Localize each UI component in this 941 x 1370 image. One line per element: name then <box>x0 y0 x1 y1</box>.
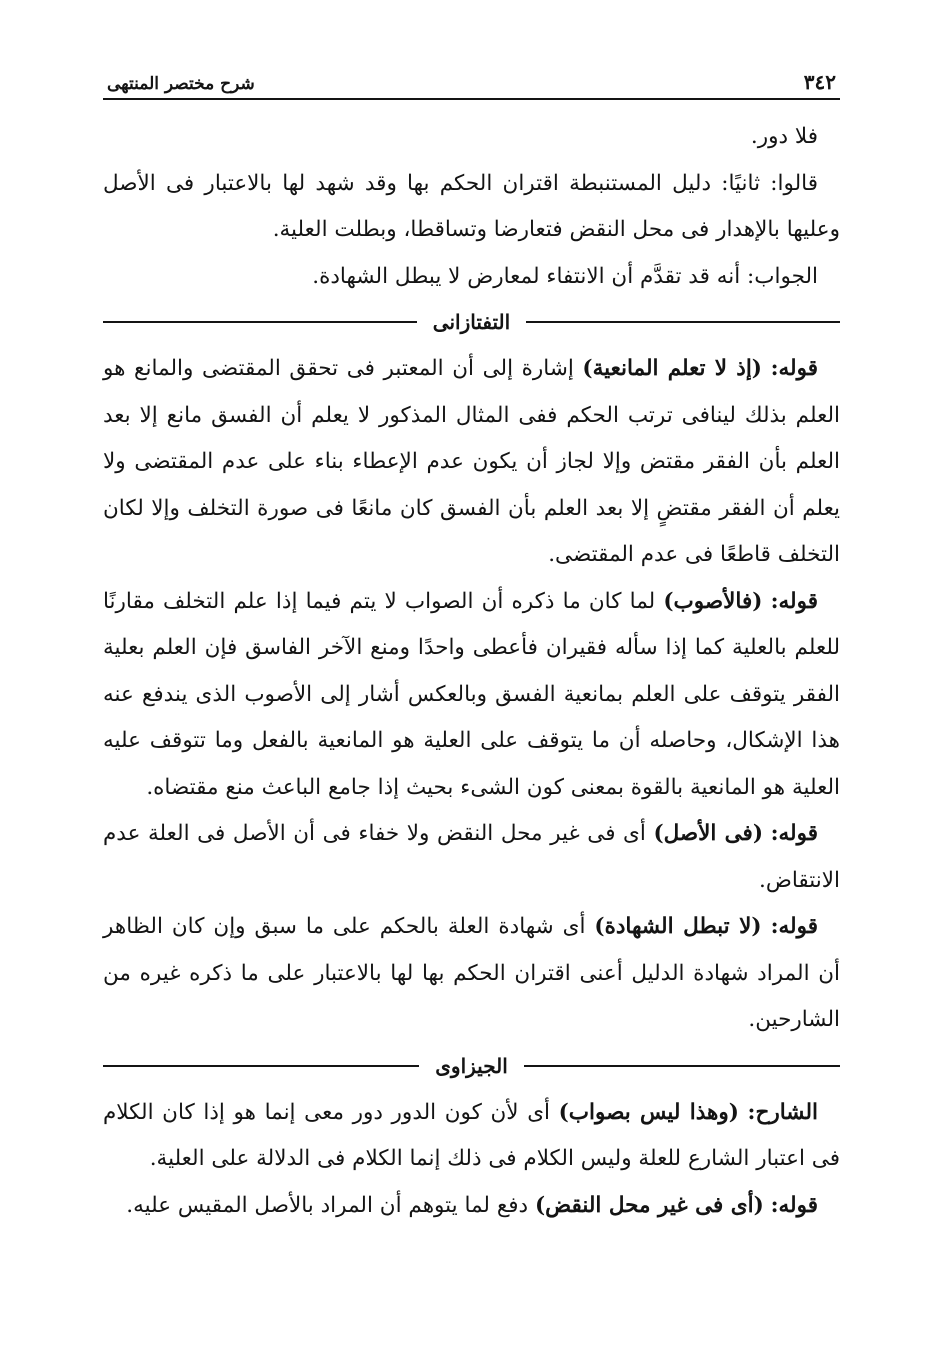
quoted-phrase: (فالأصوب) <box>663 588 763 614</box>
section-divider-taftazani <box>103 302 840 342</box>
answer-paragraph: الجواب: أنه قد تقدَّم أن الانتفاء لمعارض لا يبطل الشهادة. <box>312 263 818 289</box>
commentary-paragraph <box>103 1090 840 1183</box>
commentary-text: أى شهادة العلة بالحكم على ما سبق وإن كان الظاهر أن المراد شهادة الدليل أعنى اقتران الحكم بها لها بالاعتبار على ما ذكره غيره من الشارحين. <box>103 914 840 1032</box>
objection-paragraph: قالوا: ثانيًا: دليل المستنبطة اقتران الحكم بها وقد شهد لها بالاعتبار فى الأصل وعليها بالإهدار فى محل النقض فتعارضا وتساقطا، وبطلت العلية. <box>103 170 840 242</box>
commentary-text: أى فى غير محل النقض ولا خفاء فى أن الأصل فى العلة عدم الانتقاض. <box>103 821 840 893</box>
divider-rule <box>524 1065 840 1067</box>
divider-rule <box>103 321 417 323</box>
divider-rule <box>103 1065 419 1067</box>
commentary-lead: قوله: <box>770 356 818 381</box>
quoted-phrase: (أى فى غير محل النقض) <box>534 1192 764 1218</box>
commentary-lead: قوله: <box>770 821 818 846</box>
divider-rule <box>526 321 840 323</box>
section-heading: الجيزاوى <box>435 1053 508 1078</box>
running-header <box>103 66 840 100</box>
document-page <box>103 66 840 1229</box>
commentary-paragraph <box>103 346 840 579</box>
commentary-text: أى لأن كون الدور دور معى إنما هو إذا كان الكلام فى اعتبار الشارع للعلة وليس الكلام فى ذلك إنما الكلام فى الدلالة على العلية. <box>103 1099 840 1171</box>
commentary-lead: الشارح: <box>747 1099 818 1125</box>
quoted-phrase: (لا تبطل الشهادة) <box>594 914 762 939</box>
page-number: ٣٤٢ <box>803 70 836 94</box>
quoted-phrase: (إذ لا تعلم المانعية) <box>582 356 762 381</box>
commentary-text: إشارة إلى أن المعتبر فى تحقق المقتضى والمانع هو العلم بذلك لينافى ترتب الحكم ففى المثال المذكور لا يعلم أن الفسق مانع إلا بعد العلم بأن الفقر مقتض وإلا لجاز أن يكون عدم الإعطاء بناء على عدم المقتضى ولا يعلم أن الفقر مقتضٍ إلا بعد العلم بأن الفسق كان مانعًا فى صورة التخلف وإلا لكان التخلف قاطعًا فى عدم المقتضى. <box>103 356 840 567</box>
opening-line: فلا دور. <box>750 124 818 149</box>
section-divider-jizawi <box>103 1046 840 1086</box>
commentary-paragraph <box>103 811 840 904</box>
section-heading: التفتازانى <box>432 310 511 334</box>
commentary-paragraph <box>103 904 840 1044</box>
commentary-lead: قوله: <box>770 588 818 614</box>
commentary-text: دفع لما يتوهم أن المراد بالأصل المقيس عليه. <box>126 1192 535 1218</box>
commentary-lead: قوله: <box>770 914 818 939</box>
commentary-paragraph <box>103 1183 840 1230</box>
commentary-text: لما كان ما ذكره أن الصواب لا يتم فيما إذا علم التخلف مقارنًا للعلم بالعلية كما إذا سأله فقيران فأعطى واحدًا ومنع الآخر الفاسق فإن العلم بعلية الفقر يتوقف على العلم بمانعية الفسق وبالعكس أشار إلى الأصوب الذى يندفع عنه هذا الإشكال، وحاصله أن ما يتوقف على العلية هو المانعية بالفعل وما تتوقف عليه العلية هو المانعية بالقوة بمعنى كون الشىء بحيث إذا جامع الباعث منع مقتضاه. <box>103 588 840 800</box>
commentary-lead: قوله: <box>770 1192 818 1218</box>
quoted-phrase: (فى الأصل) <box>653 821 763 846</box>
book-title: شرح مختصر المنتهى <box>107 74 255 94</box>
commentary-paragraph <box>103 579 840 812</box>
quoted-phrase: (وهذا ليس بصواب) <box>558 1099 739 1125</box>
